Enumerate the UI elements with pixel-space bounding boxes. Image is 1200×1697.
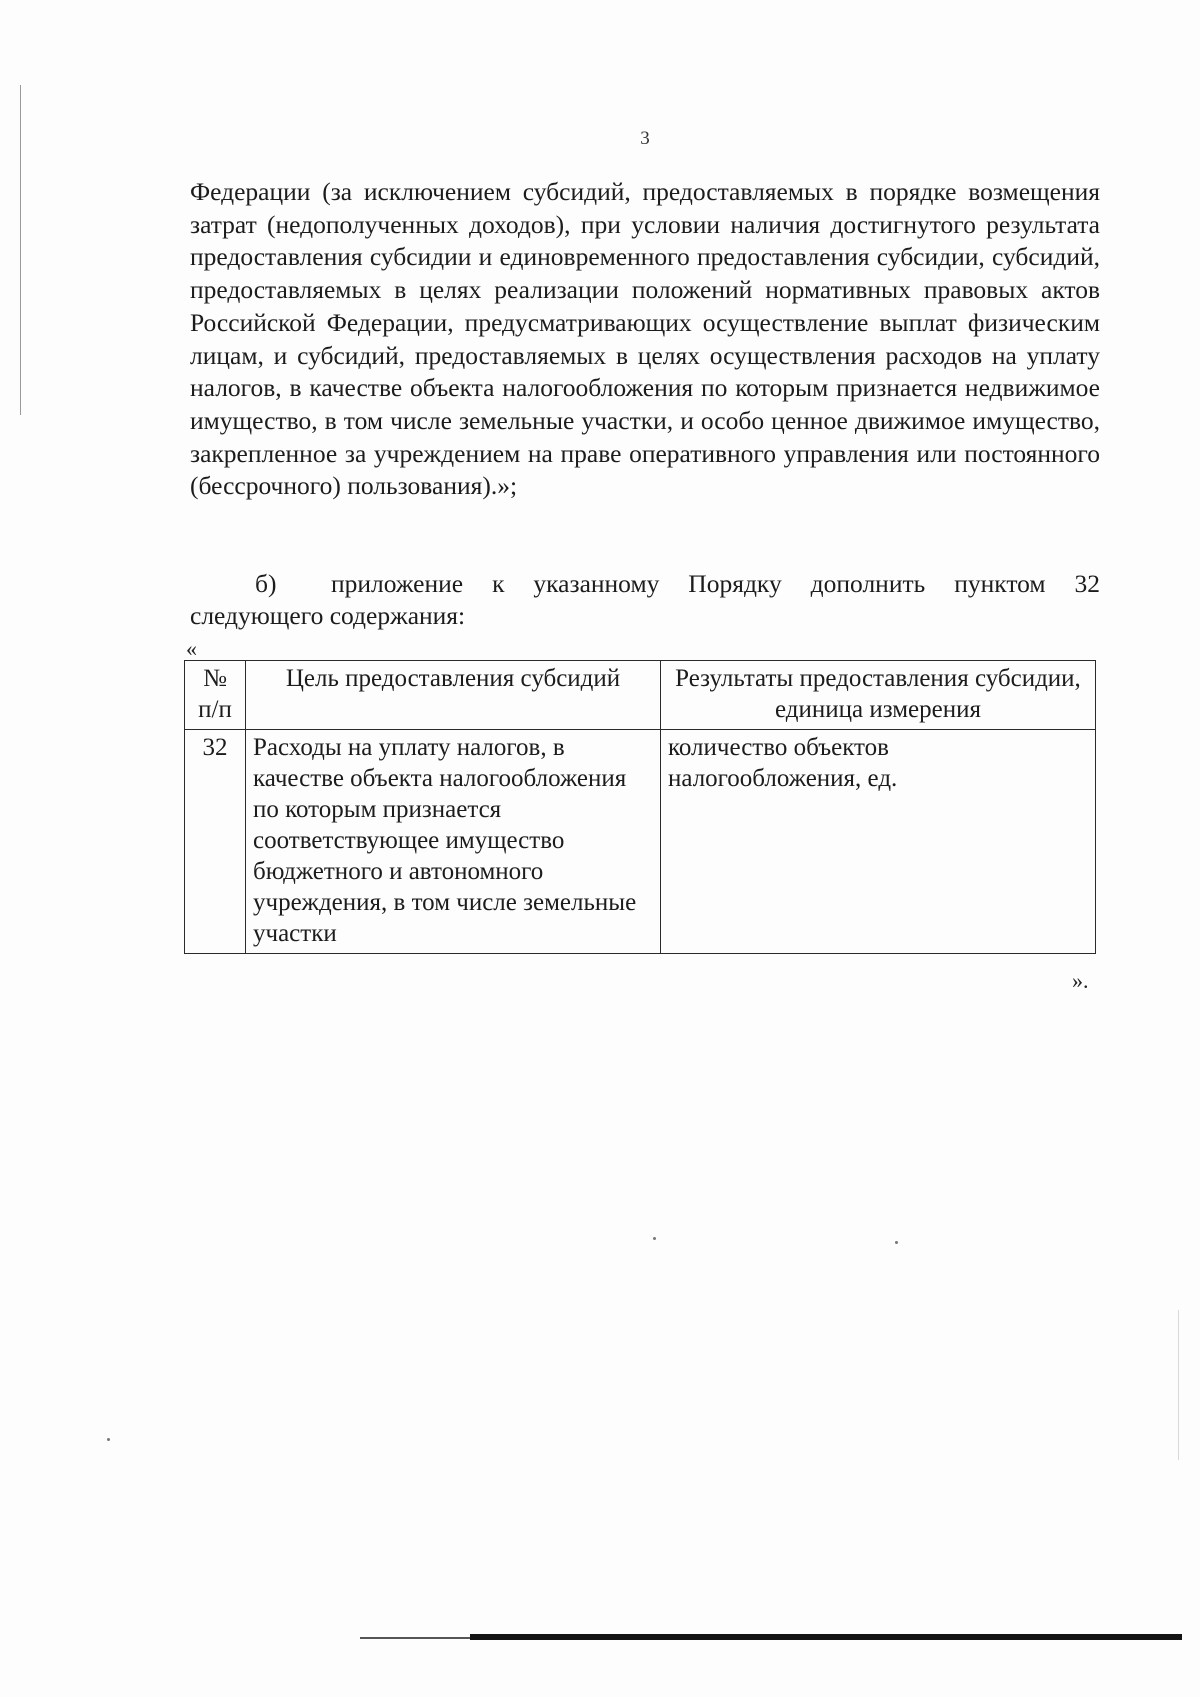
scan-speck	[653, 1237, 656, 1240]
cell-result: количество объектов налогообложения, ед.	[661, 730, 1096, 954]
body-text	[190, 176, 1100, 503]
closing-quote: ».	[1072, 968, 1089, 993]
table-header-row	[185, 661, 1096, 730]
item-b-marker: б)	[255, 569, 277, 598]
subsidy-table	[184, 660, 1096, 954]
item-b	[190, 568, 1100, 632]
cell-goal: Расходы на уплату налогов, в качестве объекта налогообложения по которым признается соответствующее имущество бюджетного и автономного учреждения, в том числе земельные участки	[246, 730, 661, 954]
scan-edge-right	[1178, 1310, 1179, 1460]
item-b-text: приложение к указанному Порядку дополнить пунктом 32 следующего содержания:	[190, 569, 1100, 630]
header-num: № п/п	[185, 661, 246, 730]
header-result: Результаты предоставления субсидии, единица измерения	[661, 661, 1096, 730]
scan-footer-line-thin	[360, 1637, 480, 1639]
cell-num: 32	[185, 730, 246, 954]
table-row	[185, 730, 1096, 954]
scan-speck	[895, 1241, 898, 1244]
header-goal: Цель предоставления субсидий	[246, 661, 661, 730]
body-paragraph: Федерации (за исключением субсидий, предоставляемых в порядке возмещения затрат (недополученных доходов), при условии наличия достигнутого результата предоставления субсидии и единовременного предоставления субсидии, субсидий, предоставляемых в целях реализации положений нормативных правовых актов Российской Федерации, предусматривающих осуществление выплат физическим лицам, и субсидий, предоставляемых в целях осуществления расходов на уплату налогов, в качестве объекта налогообложения по которым признается недвижимое имущество, в том числе земельные участки, и особо ценное движимое имущество, закрепленное за учреждением на праве оперативного управления или постоянного (бессрочного) пользования).»;	[190, 177, 1100, 501]
page-number: 3	[640, 128, 650, 149]
opening-quote: «	[186, 636, 197, 661]
scan-edge-left	[20, 85, 21, 415]
scan-footer-line	[470, 1634, 1182, 1640]
scan-speck	[107, 1438, 110, 1441]
